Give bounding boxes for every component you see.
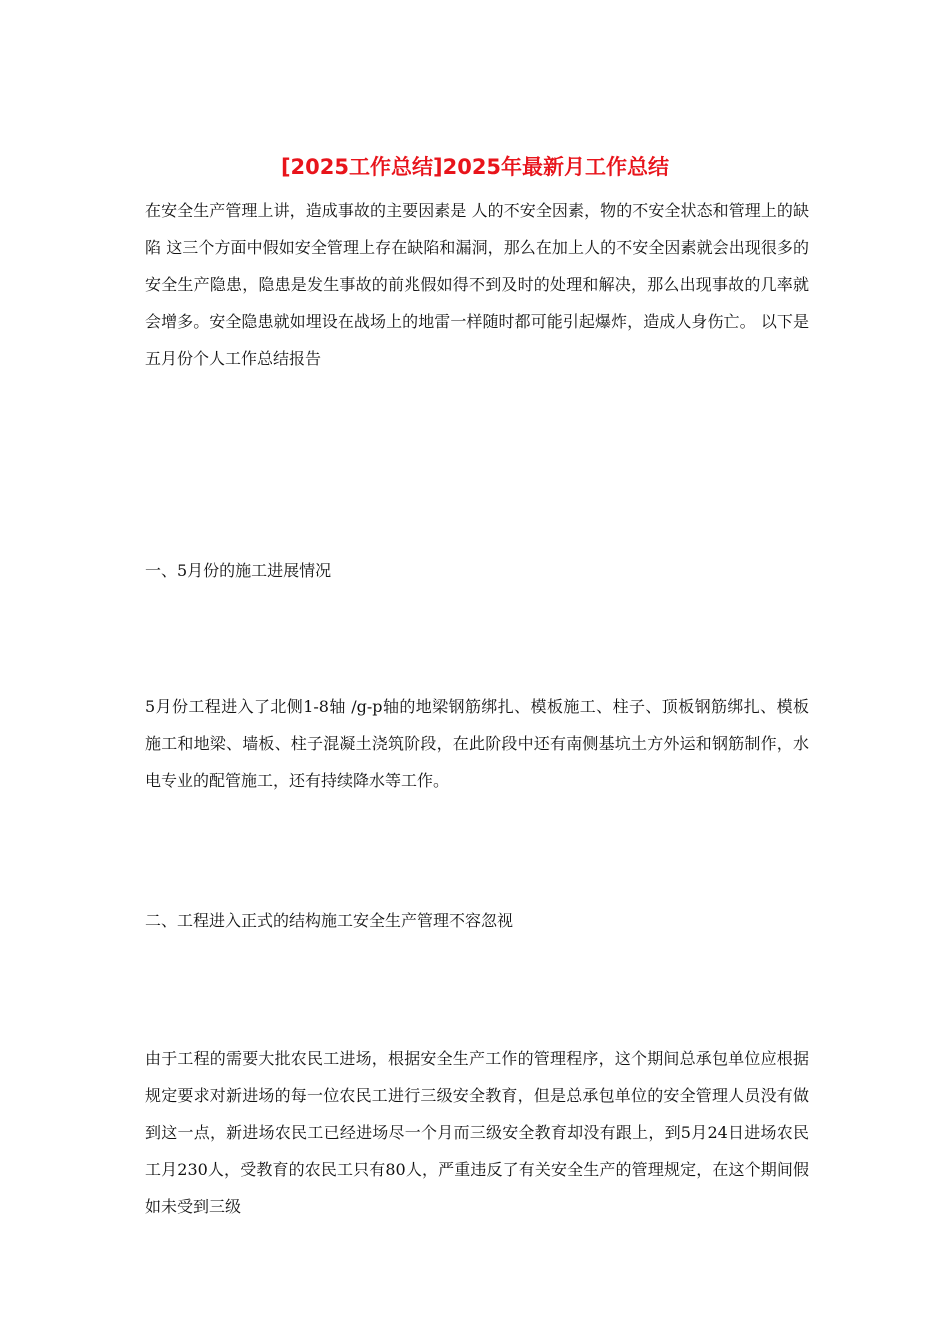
- section-heading-progress: 一、5月份的施工进展情况: [145, 561, 332, 580]
- safety-paragraph: 由于工程的需要大批农民工进场，根据安全生产工作的管理程序，这个期间总承包单位应根据规定要求对新进场的每一位农民工进行三级安全教育，但是总承包单位的安全管理人员没有做到这一点，新进场农民工已经进场尽一个月而三级安全教育却没有跟上，到5月24日进场农民工月230人，受教育的农民工只有80人，严重违反了有关安全生产的管理规定，在这个期间假如未受到三级: [145, 1049, 809, 1216]
- progress-paragraph: 5月份工程进入了北侧1-8轴 /g-p轴的地梁钢筋绑扎、模板施工、柱子、顶板钢筋绑扎、模板施工和地梁、墙板、柱子混凝土浇筑阶段，在此阶段中还有南侧基坑土方外运和钢筋制作，水电专业的配管施工，还有持续降水等工作。: [145, 697, 809, 790]
- document-title: [2025工作总结]2025年最新月工作总结: [280, 155, 670, 179]
- section-heading-safety: 二、工程进入正式的结构施工安全生产管理不容忽视: [145, 911, 514, 930]
- intro-paragraph: 在安全生产管理上讲，造成事故的主要因素是 人的不安全因素，物的不安全状态和管理上的缺陷 这三个方面中假如安全管理上存在缺陷和漏洞，那么在加上人的不安全因素就会出现很多的安全生产隐患，隐患是发生事故的前兆假如得不到及时的处理和解决，那么出现事故的几率就会增多。安全隐患就如埋设在战场上的地雷一样随时都可能引起爆炸，造成人身伤亡。 以下是五月份个人工作总结报告: [145, 201, 809, 368]
